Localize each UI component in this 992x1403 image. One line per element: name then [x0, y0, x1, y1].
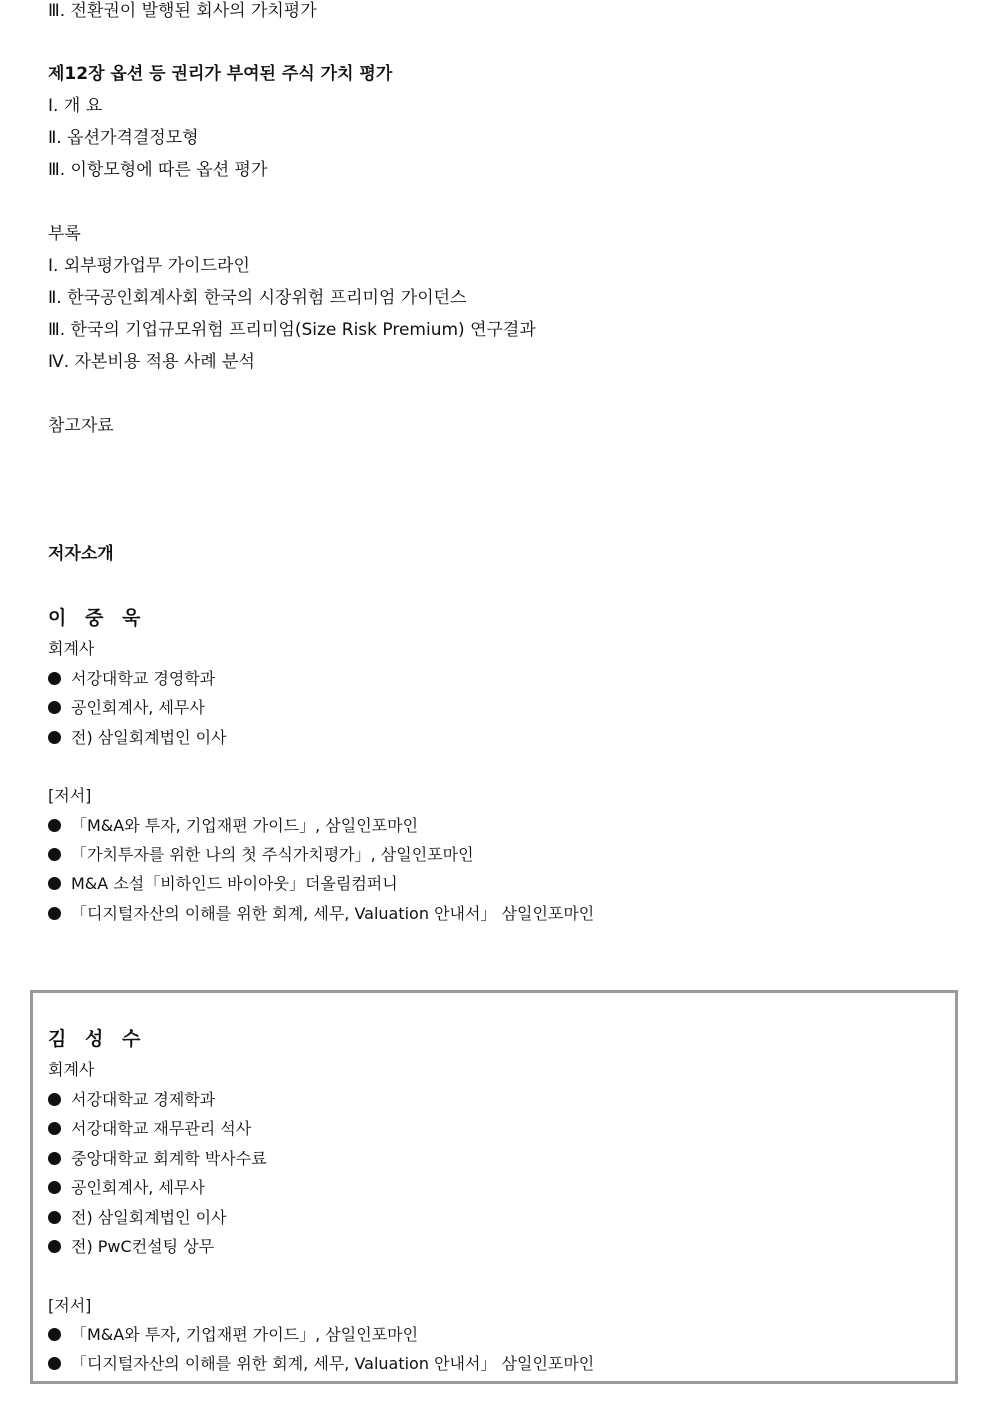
career-text: 공인회계사, 세무사	[71, 1178, 205, 1197]
bullet-icon	[48, 907, 61, 920]
career-text: 전) 삼일회계법인 이사	[71, 1208, 227, 1227]
bullet-icon	[48, 672, 61, 685]
chapter-title: 제12장 옵션 등 권리가 부여된 주식 가치 평가	[48, 64, 393, 84]
bullet-icon	[48, 1357, 61, 1370]
toc-item: Ⅲ. 이항모형에 따른 옵션 평가	[48, 160, 268, 180]
books-heading: [저서]	[48, 786, 92, 805]
career-text: 서강대학교 경영학과	[71, 669, 216, 688]
list-item	[48, 844, 474, 866]
author-name: 이 중 욱	[48, 607, 147, 629]
author-name: 김 성 수	[48, 1028, 147, 1050]
appendix-title: 부록	[48, 224, 81, 244]
bullet-icon	[48, 848, 61, 861]
career-text: 공인회계사, 세무사	[71, 698, 205, 717]
book-text: 「디지털자산의 이해를 위한 회계, 세무, Valuation 안내서」 삼일인포마인	[71, 904, 595, 923]
toc-item: Ⅲ. 전환권이 발행된 회사의 가치평가	[48, 1, 317, 21]
bullet-icon	[48, 1181, 61, 1194]
career-text: 전) 삼일회계법인 이사	[71, 728, 227, 747]
toc-item: Ⅰ. 개 요	[48, 96, 103, 116]
toc-item: Ⅱ. 한국공인회계사회 한국의 시장위험 프리미엄 가이던스	[48, 288, 467, 308]
bullet-icon	[48, 1328, 61, 1341]
books-heading: [저서]	[48, 1296, 92, 1315]
list-item	[48, 697, 205, 719]
career-text: 중앙대학교 회계학 박사수료	[71, 1149, 267, 1168]
bullet-icon	[48, 1152, 61, 1165]
list-item	[48, 668, 215, 690]
bullet-icon	[48, 877, 61, 890]
bullet-icon	[48, 701, 61, 714]
toc-item: Ⅲ. 한국의 기업규모위험 프리미엄(Size Risk Premium) 연구결과	[48, 320, 536, 340]
list-item	[48, 1324, 418, 1346]
book-text: 「M&A와 투자, 기업재편 가이드」, 삼일인포마인	[71, 1325, 419, 1344]
list-item	[48, 873, 398, 895]
list-item	[48, 1207, 227, 1229]
book-text: 「가치투자를 위한 나의 첫 주식가치평가」, 삼일인포마인	[71, 845, 474, 864]
toc-item: Ⅱ. 옵션가격결정모형	[48, 128, 199, 148]
list-item	[48, 903, 594, 925]
book-text: 「M&A와 투자, 기업재편 가이드」, 삼일인포마인	[71, 816, 419, 835]
list-item	[48, 1148, 267, 1170]
list-item	[48, 815, 418, 837]
career-text: 서강대학교 재무관리 석사	[71, 1119, 252, 1138]
career-text: 전) PwC컨설팅 상무	[71, 1237, 215, 1256]
book-text: M&A 소설「비하인드 바이아웃」더올림컴퍼니	[71, 874, 398, 893]
toc-item: Ⅰ. 외부평가업무 가이드라인	[48, 256, 250, 276]
bullet-icon	[48, 1211, 61, 1224]
bullet-icon	[48, 819, 61, 832]
author-title: 회계사	[48, 1060, 95, 1079]
list-item	[48, 1177, 205, 1199]
book-text: 「디지털자산의 이해를 위한 회계, 세무, Valuation 안내서」 삼일인포마인	[71, 1354, 595, 1373]
list-item	[48, 1089, 215, 1111]
toc-item: Ⅳ. 자본비용 적용 사례 분석	[48, 352, 255, 372]
bullet-icon	[48, 1122, 61, 1135]
career-text: 서강대학교 경제학과	[71, 1090, 216, 1109]
authors-heading: 저자소개	[48, 544, 114, 564]
author-title: 회계사	[48, 639, 95, 658]
bullet-icon	[48, 1240, 61, 1253]
list-item	[48, 727, 227, 749]
references-title: 참고자료	[48, 416, 114, 436]
bullet-icon	[48, 731, 61, 744]
list-item	[48, 1353, 594, 1375]
bullet-icon	[48, 1093, 61, 1106]
list-item	[48, 1118, 251, 1140]
list-item	[48, 1236, 214, 1258]
